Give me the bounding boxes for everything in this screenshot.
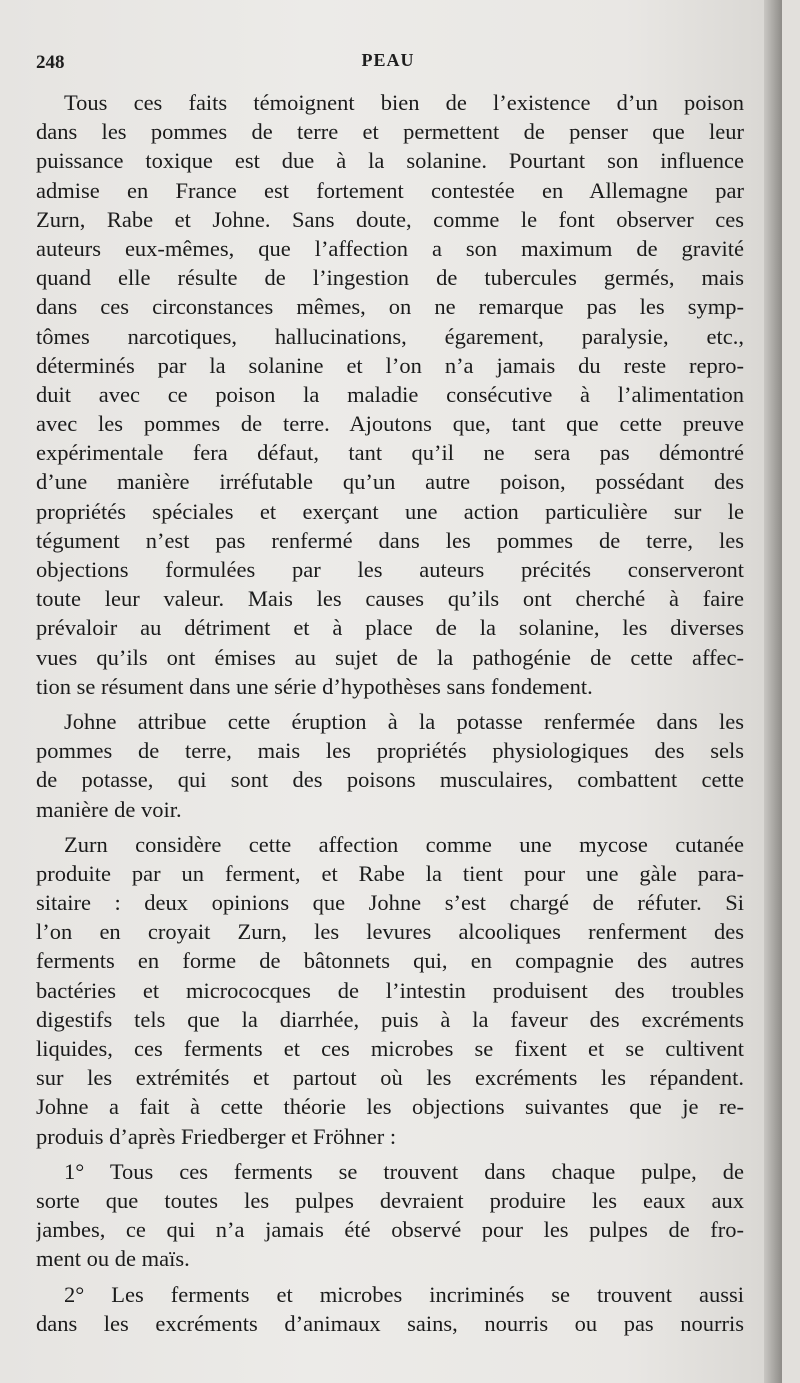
text-line: objections formulées par les auteurs précités conserveront xyxy=(36,557,744,582)
text-line: Zurn, Rabe et Johne. Sans doute, comme le font observer ces xyxy=(36,206,744,232)
text-line: dans les excréments d’animaux sains, nourris ou pas nourris xyxy=(36,1310,744,1336)
text-line: expérimentale fera défaut, tant qu’il ne sera pas démontré xyxy=(36,440,744,466)
text-line: prévaloir au détriment et à place de la solanine, les diverses xyxy=(36,615,744,641)
page-spine-shadow xyxy=(764,0,782,1383)
text-line: ferments en forme de bâtonnets qui, en compagnie des autres xyxy=(36,948,744,974)
text-line: vues qu’ils ont émises au sujet de la pathogénie de cette affec- xyxy=(36,644,744,670)
page-number: 248 xyxy=(36,52,65,73)
text-line: manière de voir. xyxy=(36,796,182,822)
text-line: dans ces circonstances mêmes, on ne remarque pas les symp- xyxy=(36,294,744,320)
text-line: sorte que toutes les pulpes devraient produire les eaux aux xyxy=(36,1187,744,1213)
text-line: puissance toxique est due à la solanine. Pourtant son influence xyxy=(36,148,744,174)
text-line: avec les pommes de terre. Ajoutons que, tant que cette preuve xyxy=(36,411,744,437)
text-line: pommes de terre, mais les propriétés physiologiques des sels xyxy=(36,738,744,764)
text-line: toute leur valeur. Mais les causes qu’ils ont cherché à faire xyxy=(36,586,744,612)
text-line: sitaire : deux opinions que Johne s’est chargé de réfuter. Si xyxy=(36,890,744,916)
text-line: 2° Les ferments et microbes incriminés se trouvent aussi xyxy=(64,1281,744,1307)
running-head: PEAU xyxy=(361,50,415,70)
page-header xyxy=(36,48,740,74)
text-line: dans les pommes de terre et permettent de penser que leur xyxy=(36,119,744,145)
text-line: liquides, ces ferments et ces microbes se fixent et se cultivent xyxy=(36,1036,744,1061)
text-line: tômes narcotiques, hallucinations, égarement, paralysie, etc., xyxy=(36,323,744,349)
text-line: propriétés spéciales et exerçant une action particulière sur le xyxy=(36,498,744,524)
paragraph xyxy=(36,707,744,824)
paragraph xyxy=(36,1157,744,1274)
text-line: admise en France est fortement contestée en Allemagne par xyxy=(36,177,744,203)
text-line: Zurn considère cette affection comme une mycose cutanée xyxy=(64,831,744,857)
text-line: duit avec ce poison la maladie consécutive à l’alimentation xyxy=(36,381,744,407)
text-line: déterminés par la solanine et l’on n’a jamais du reste repro- xyxy=(36,352,744,378)
text-line: jambes, ce qui n’a jamais été observé pour les pulpes de fro- xyxy=(36,1217,744,1243)
paragraph xyxy=(36,1280,744,1338)
text-line: Johne a fait à cette théorie les objections suivantes que je re- xyxy=(36,1094,744,1120)
text-line: d’une manière irréfutable qu’un autre poison, possédant des xyxy=(36,469,744,495)
text-line: sur les extrémités et partout où les excréments les répandent. xyxy=(36,1065,744,1091)
text-line: tégument n’est pas renfermé dans les pommes de terre, les xyxy=(36,527,744,553)
text-line: tion se résument dans une série d’hypothèses sans fondement. xyxy=(36,673,593,699)
text-line: Tous ces faits témoignent bien de l’existence d’un poison xyxy=(64,90,744,115)
text-line: de potasse, qui sont des poisons musculaires, combattent cette xyxy=(36,767,744,793)
text-line: bactéries et micrococques de l’intestin produisent des troubles xyxy=(36,977,744,1003)
paragraph xyxy=(36,88,744,701)
text-line: produis d’après Friedberger et Fröhner : xyxy=(36,1123,397,1149)
text-line: 1° Tous ces ferments se trouvent dans chaque pulpe, de xyxy=(64,1158,744,1184)
text-line: ment ou de maïs. xyxy=(36,1246,190,1272)
body-text xyxy=(36,88,744,1338)
text-line: digestifs tels que la diarrhée, puis à la faveur des excréments xyxy=(36,1006,744,1032)
text-line: quand elle résulte de l’ingestion de tubercules germés, mais xyxy=(36,265,744,291)
text-line: auteurs eux-mêmes, que l’affection a son maximum de gravité xyxy=(36,235,744,261)
text-line: produite par un ferment, et Rabe la tient pour une gàle para- xyxy=(36,860,744,886)
text-line: Johne attribue cette éruption à la potasse renfermée dans les xyxy=(64,708,744,734)
text-line: l’on en croyait Zurn, les levures alcooliques renferment des xyxy=(36,919,744,945)
paragraph xyxy=(36,830,744,1151)
